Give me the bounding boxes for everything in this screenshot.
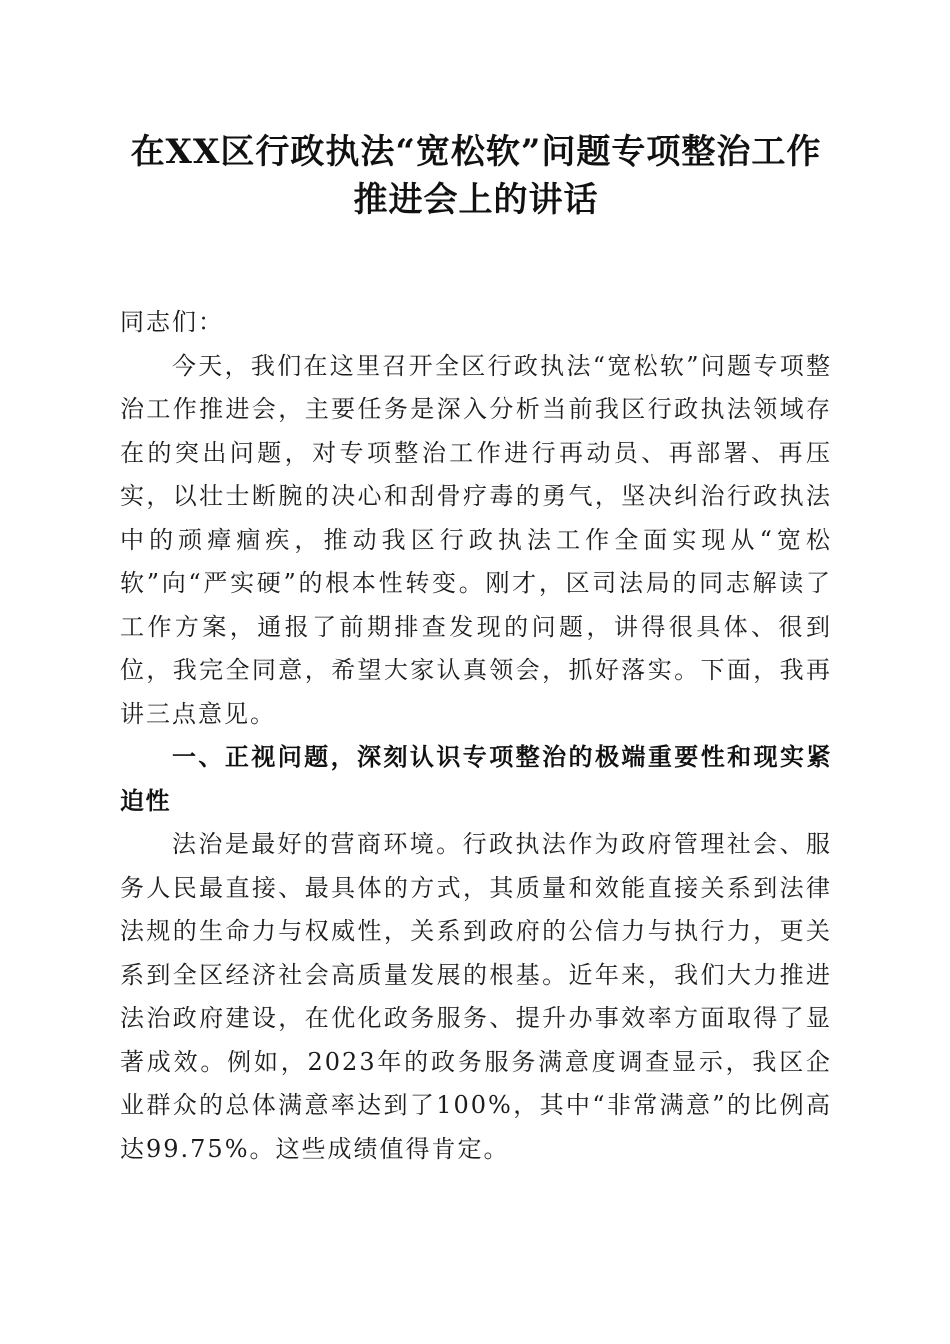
opening-paragraph: 今天，我们在这里召开全区行政执法“宽松软”问题专项整治工作推进会，主要任务是深入分析当前我区行政执法领域存在的突出问题，对专项整治工作进行再动员、再部署、再压实，以壮士断腕的决心和刮骨疗毒的勇气，坚决纠治行政执法中的顽瘴痼疾，推动我区行政执法工作全面实现从“宽松软”向“严实硬”的根本性转变。刚才，区司法局的同志解读了工作方案，通报了前期排查发现的问题，讲得很具体、很到位，我完全同意，希望大家认真领会，抓好落实。下面，我再讲三点意见。: [120, 351, 832, 728]
salutation: 同志们：: [120, 308, 224, 336]
section-1-paragraph: 法治是最好的营商环境。行政执法作为政府管理社会、服务人民最直接、最具体的方式，其质量和效能直接关系到法律法规的生命力与权威性，关系到政府的公信力与执行力，更关系到全区经济社会高质量发展的根基。近年来，我们大力推进法治政府建设，在优化政务服务、提升办事效率方面取得了显著成效。例如，2023年的政务服务满意度调查显示，我区企业群众的总体满意率达到了100%，其中“非常满意”的比例高达99.75%。这些成绩值得肯定。: [120, 830, 832, 1163]
document-title: 在XX区行政执法“宽松软”问题专项整治工作推进会上的讲话: [130, 132, 822, 220]
document-body: [120, 301, 832, 1171]
section-heading-1: 一、正视问题，深刻认识专项整治的极端重要性和现实紧迫性: [120, 743, 832, 815]
document-page: [120, 128, 832, 1171]
